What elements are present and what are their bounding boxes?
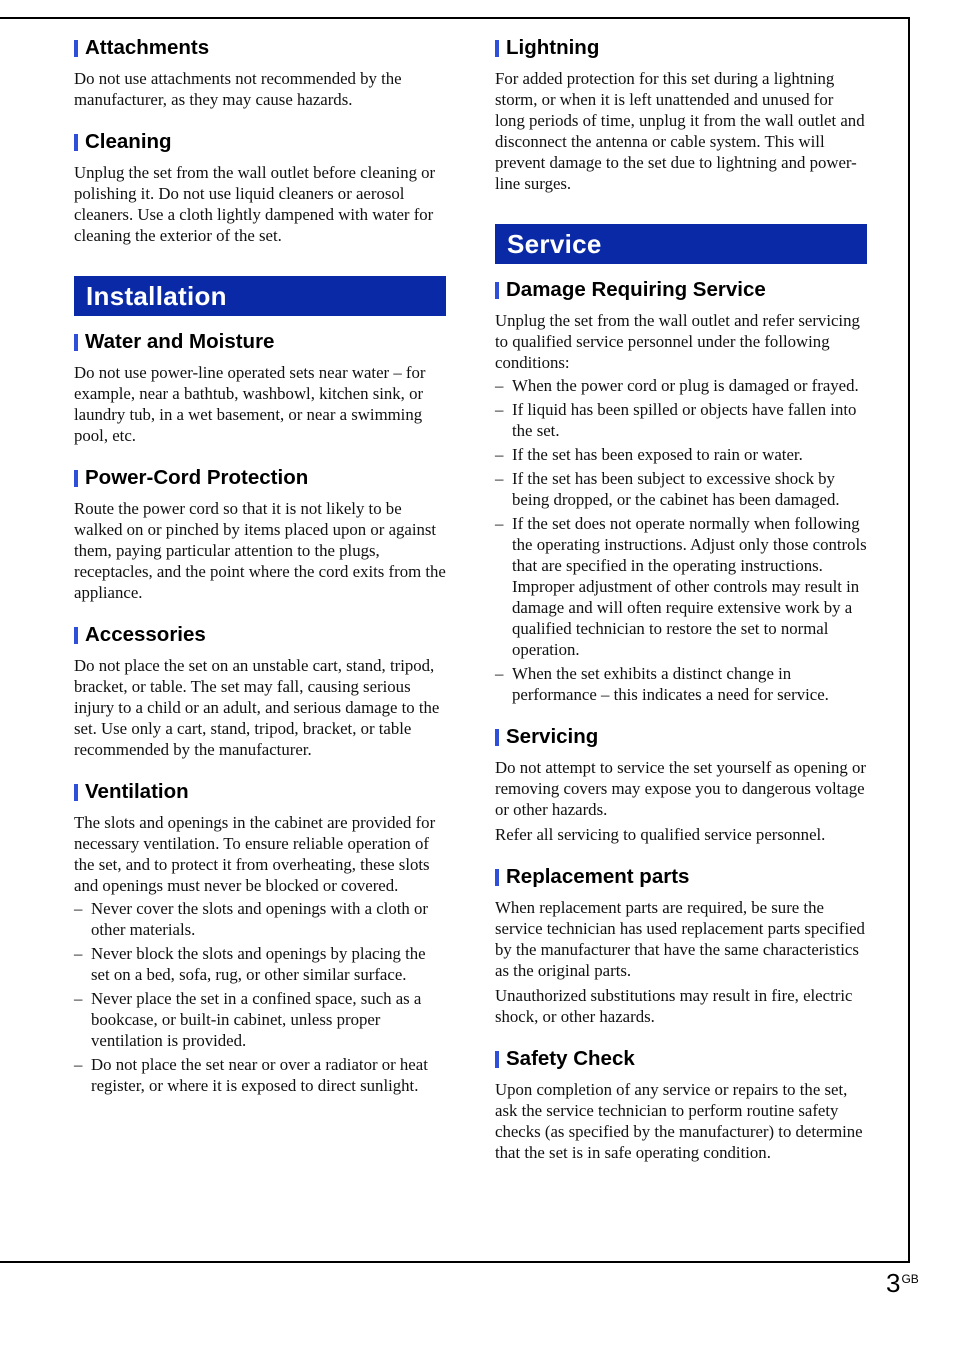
body-paragraph: When replacement parts are required, be sure the service technician has used replacement parts specified by the manufacturer that have the same characteristics as the original parts. [495, 898, 865, 980]
water-section [74, 330, 446, 446]
heading-marker-icon [495, 869, 499, 886]
body-paragraph: Do not place the set on an unstable cart, stand, tripod, bracket, or table. The set may fall, causing serious injury to a child or an adult, and serious damage to the set. Use only a cart, stand, tripod, bracket, or table recommended by the manufacturer. [74, 656, 440, 759]
heading-text: Attachments [85, 36, 210, 59]
body-paragraph: Do not use power-line operated sets near water – for example, near a bathtub, washbowl, kitchen sink, or laundry tub, in a wet basement, or near a swimming pool, etc. [74, 363, 426, 445]
heading-marker-icon [74, 627, 78, 644]
list-item-text: If the set does not operate normally when following the operating instructions. Adjust only those controls that are specified in the operating instructions. Improper adjustment of other controls may result in damage and will often require extensive work by a qualified technician to restore the set to normal operation. [512, 514, 867, 659]
heading-text: Cleaning [85, 130, 172, 153]
heading-text: Damage Requiring Service [506, 278, 766, 301]
body-paragraph: For added protection for this set during a lightning storm, or when it is left unattended and unused for long periods of time, unplug it from the wall outlet and disconnect the antenna or cable system. This will prevent damage to the set due to lightning and power-line surges. [495, 69, 865, 193]
heading-marker-icon [495, 40, 499, 57]
list-item-text: Do not place the set near or over a radiator or heat register, or where it is exposed to direct sunlight. [91, 1055, 428, 1095]
heading-text: Servicing [506, 725, 599, 748]
page-frame-right [908, 17, 910, 1263]
body-paragraph: Do not use attachments not recommended by the manufacturer, as they may cause hazards. [74, 69, 402, 109]
section-heading [495, 725, 867, 749]
servicing-section [495, 725, 867, 845]
body-paragraph: Do not attempt to service the set yourself as opening or removing covers may expose you to dangerous voltage or other hazards. [495, 758, 866, 819]
section-heading [74, 330, 446, 354]
list-item [495, 468, 867, 510]
dash-bullet: – [74, 1055, 83, 1074]
heading-marker-icon [74, 334, 78, 351]
heading-marker-icon [495, 1051, 499, 1068]
body-paragraph: Upon completion of any service or repairs to the set, ask the service technician to perform routine safety checks (as specified by the manufacturer) to determine that the set is in safe operating condition. [495, 1080, 863, 1162]
cleaning-section [74, 130, 446, 246]
heading-text: Accessories [85, 623, 206, 646]
service-banner: Service [495, 224, 867, 264]
list-item-text: If the set has been exposed to rain or water. [512, 445, 803, 464]
page-frame-bottom [0, 1261, 910, 1263]
list-item [495, 663, 867, 705]
list-item [495, 444, 867, 465]
dash-bullet: – [74, 944, 83, 963]
page-number-suffix: GB [901, 1272, 919, 1286]
section-heading [495, 278, 867, 302]
section-heading [74, 130, 446, 154]
list-item-text: Never place the set in a confined space, such as a bookcase, or built-in cabinet, unless proper ventilation is provided. [91, 989, 422, 1050]
list-item [74, 943, 446, 985]
dash-bullet: – [495, 445, 504, 464]
ventilation-section [74, 780, 446, 1096]
list-item-text: If liquid has been spilled or objects have fallen into the set. [512, 400, 857, 440]
section-heading [74, 780, 446, 804]
body-paragraph: Refer all servicing to qualified service personnel. [495, 825, 826, 844]
heading-marker-icon [74, 470, 78, 487]
body-paragraph: Route the power cord so that it is not likely to be walked on or pinched by items placed upon or against them, paying particular attention to the plugs, receptacles, and the point where the cord exits from the appliance. [74, 499, 446, 602]
page-frame-top [0, 17, 910, 19]
section-heading [74, 466, 446, 490]
body-paragraph: The slots and openings in the cabinet are provided for necessary ventilation. To ensure reliable operation of the set, and to protect it from overheating, these slots and openings must never be blocked or covered. [74, 813, 436, 895]
heading-text: Power-Cord Protection [85, 466, 309, 489]
section-heading [74, 623, 446, 647]
heading-marker-icon [495, 282, 499, 299]
right-column [495, 36, 867, 1183]
dash-bullet: – [495, 376, 504, 395]
list-item [495, 375, 867, 396]
heading-marker-icon [74, 784, 78, 801]
heading-marker-icon [74, 134, 78, 151]
body-paragraph: Unauthorized substitutions may result in fire, electric shock, or other hazards. [495, 986, 853, 1026]
replacement-section [495, 865, 867, 1027]
list-item [74, 988, 446, 1051]
list-item-text: Never block the slots and openings by placing the set on a bed, sofa, rug, or other similar surface. [91, 944, 426, 984]
heading-text: Safety Check [506, 1047, 635, 1070]
list-item [74, 1054, 446, 1096]
dash-bullet: – [495, 514, 504, 533]
left-column [74, 36, 446, 1116]
damage-list [495, 375, 867, 705]
list-item-text: When the set exhibits a distinct change in performance – this indicates a need for service. [512, 664, 829, 704]
body-paragraph: Unplug the set from the wall outlet and refer servicing to qualified service personnel under the following conditions: [495, 311, 860, 372]
heading-text: Lightning [506, 36, 600, 59]
section-heading [495, 1047, 867, 1071]
accessories-section [74, 623, 446, 760]
attachments-section [74, 36, 446, 110]
heading-marker-icon [74, 40, 78, 57]
dash-bullet: – [495, 400, 504, 419]
page-number [886, 1268, 919, 1299]
damage-section [495, 278, 867, 705]
lightning-section [495, 36, 867, 194]
heading-text: Water and Moisture [85, 330, 275, 353]
list-item-text: Never cover the slots and openings with a cloth or other materials. [91, 899, 428, 939]
installation-banner: Installation [74, 276, 446, 316]
section-heading [495, 865, 867, 889]
dash-bullet: – [74, 899, 83, 918]
list-item [495, 513, 867, 660]
body-paragraph: Unplug the set from the wall outlet before cleaning or polishing it. Do not use liquid cleaners or aerosol cleaners. Use a cloth lightly dampened with water for cleaning the exterior of the set. [74, 163, 436, 245]
page-number-value: 3 [886, 1268, 901, 1298]
list-item-text: When the power cord or plug is damaged or frayed. [512, 376, 859, 395]
ventilation-list [74, 898, 446, 1096]
heading-text: Ventilation [85, 780, 189, 803]
list-item [495, 399, 867, 441]
list-item [74, 898, 446, 940]
list-item-text: If the set has been subject to excessive shock by being dropped, or the cabinet has been damaged. [512, 469, 840, 509]
heading-text: Replacement parts [506, 865, 690, 888]
dash-bullet: – [74, 989, 83, 1008]
section-heading [74, 36, 446, 60]
dash-bullet: – [495, 664, 504, 683]
safety-section [495, 1047, 867, 1163]
dash-bullet: – [495, 469, 504, 488]
section-heading [495, 36, 867, 60]
power-cord-section [74, 466, 446, 603]
heading-marker-icon [495, 729, 499, 746]
